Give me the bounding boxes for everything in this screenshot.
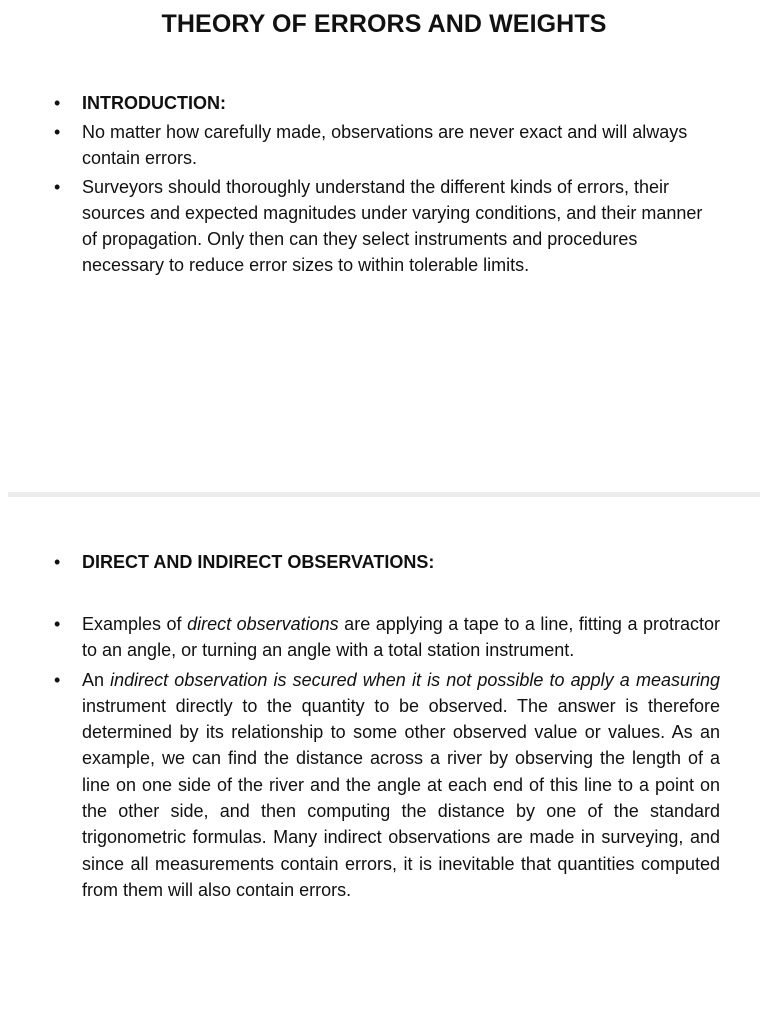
slide-introduction xyxy=(0,0,768,492)
list-item xyxy=(52,611,720,664)
bullet-icon: • xyxy=(54,122,61,142)
bullet-icon: • xyxy=(54,614,61,634)
section-heading: INTRODUCTION: xyxy=(82,93,226,113)
observations-list xyxy=(52,611,720,906)
list-item-heading xyxy=(52,549,720,575)
section-heading: DIRECT AND INDIRECT OBSERVATIONS: xyxy=(82,552,435,572)
bullet-text-italic: direct observations xyxy=(187,614,339,634)
bullet-text: Surveyors should thoroughly understand the different kinds of errors, their sources and expected magnitudes under varying conditions, and their manner of propagation. Only then can they select instruments and procedures necessary to reduce error sizes to within tolerable limits. xyxy=(82,177,703,275)
bullet-text-end: are applying a tape to a line, fitting a protractor to an angle, or turning an angle with a total station instrument. xyxy=(82,614,721,661)
bullet-icon: • xyxy=(54,669,61,690)
list-item xyxy=(52,667,720,904)
slide-divider xyxy=(8,492,760,497)
bullet-text-start: Examples of xyxy=(82,614,188,634)
bullet-icon: • xyxy=(54,93,61,113)
bullet-text-italic: indirect observation is secured when it is not possible to apply a measuring xyxy=(110,669,720,690)
observations-heading-list xyxy=(52,549,720,575)
bullet-icon: • xyxy=(54,552,61,572)
bullet-icon: • xyxy=(54,177,61,197)
bullet-text-end: instrument directly to the quantity to be observed. The answer is therefore determined by its relationship to some other observed value or values. As an example, we can find the distance across a river by observing the length of a line on one side of the river and the angle at each end of this line to a point on the other side, and then computing the distance by one of the standard trigonometric formulas. Many indirect observations are made in surveying, and since all measurements contain errors, it is inevitable that quantities computed from them will also contain errors. xyxy=(82,695,720,900)
list-item-heading xyxy=(52,90,720,116)
bullet-text: No matter how carefully made, observations are never exact and will always contain errors. xyxy=(82,122,688,168)
introduction-list xyxy=(52,90,720,281)
page-title: THEORY OF ERRORS AND WEIGHTS xyxy=(161,10,607,38)
bullet-text-start: An xyxy=(82,669,111,690)
list-item xyxy=(52,119,720,171)
list-item xyxy=(52,174,720,278)
